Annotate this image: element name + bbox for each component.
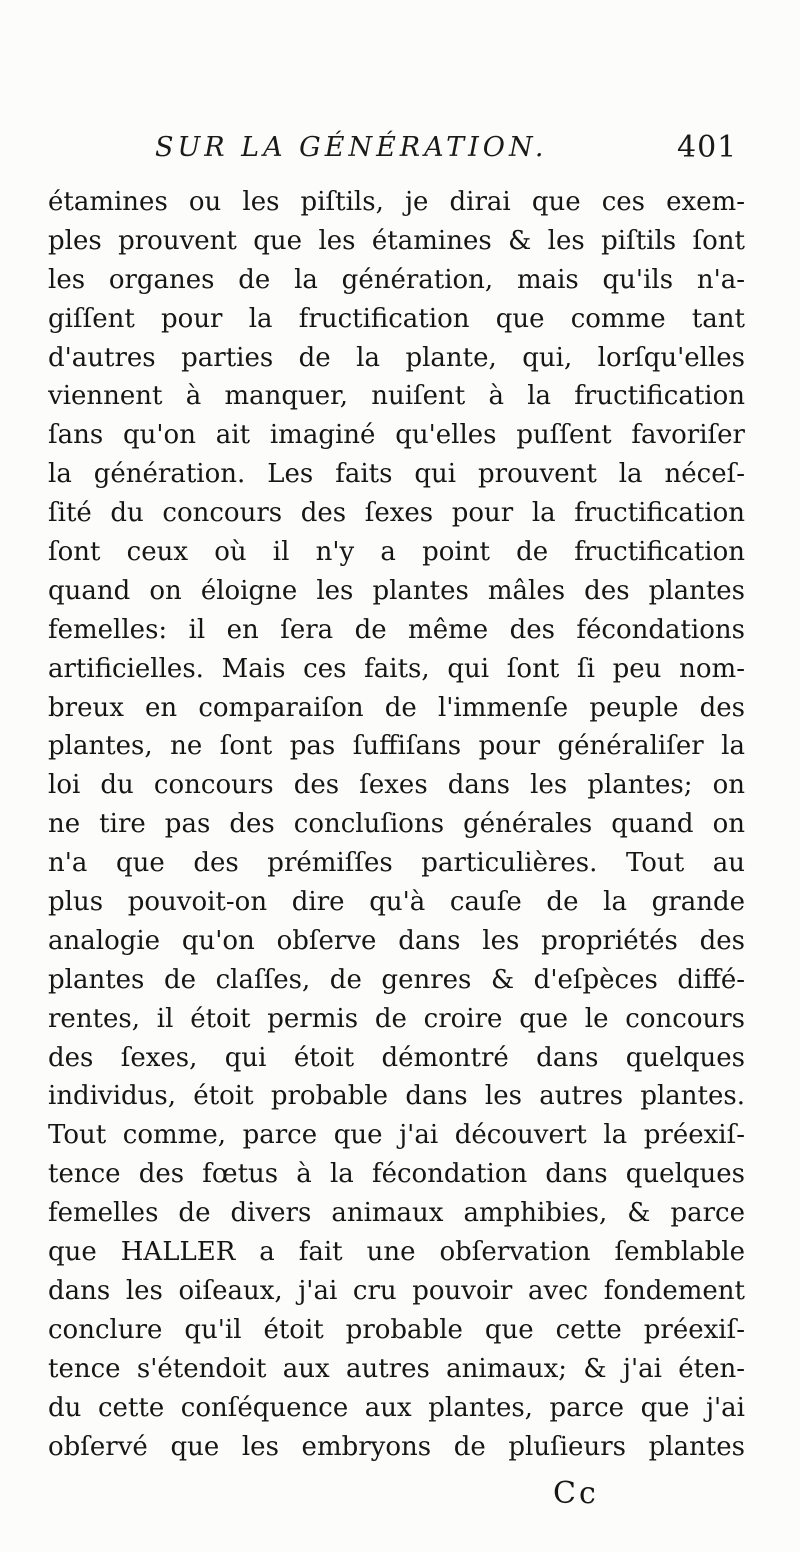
text-line: tence s'étendoit aux autres animaux; & j'ai éten- xyxy=(48,1353,745,1384)
text-line: Tout comme, parce que j'ai découvert la préexiſ- xyxy=(48,1120,745,1151)
text-line: que HALLER a fait une obſervation ſemblable xyxy=(48,1237,745,1268)
text-line: dans les oiſeaux, j'ai cru pouvoir avec fondement xyxy=(48,1275,745,1306)
text-line: n'a que des prémiſſes particulières. Tout au xyxy=(48,848,745,879)
signature-mark: Cc xyxy=(553,1476,599,1511)
text-line: des ſexes, qui étoit démontré dans quelques xyxy=(48,1042,745,1073)
running-title: SUR LA GÉNÉRATION. xyxy=(155,132,548,163)
text-line: giſſent pour la fructification que comme tant xyxy=(48,303,745,334)
text-line: les organes de la génération, mais qu'ils n'a- xyxy=(48,264,745,295)
text-line: ples prouvent que les étamines & les piſtils ſont xyxy=(48,225,745,256)
text-line: conclure qu'il étoit probable que cette préexiſ- xyxy=(48,1314,745,1345)
text-line: d'autres parties de la plante, qui, lorſqu'elles xyxy=(48,342,745,373)
text-line: rentes, il étoit permis de croire que le concours xyxy=(48,1003,745,1034)
page-number: 401 xyxy=(677,130,738,165)
text-line: étamines ou les piſtils, je dirai que ces exem- xyxy=(48,187,745,217)
text-line: femelles: il en ſera de même des fécondations xyxy=(48,614,745,645)
text-line: ſité du concours des ſexes pour la fructification xyxy=(48,498,745,529)
text-line: ne tire pas des concluſions générales quand on xyxy=(48,809,745,840)
text-line: plus pouvoit-on dire qu'à cauſe de la grande xyxy=(48,887,745,918)
text-line: quand on éloigne les plantes mâles des plantes xyxy=(48,575,745,606)
text-line: individus, étoit probable dans les autres plantes. xyxy=(48,1081,745,1112)
text-line: artificielles. Mais ces faits, qui ſont ſi peu nom- xyxy=(48,653,745,684)
text-line: viennent à manquer, nuiſent à la fructification xyxy=(48,381,745,412)
text-line: loi du concours des ſexes dans les plantes; on xyxy=(48,770,745,801)
text-line: obſervé que les embryons de pluſieurs plantes xyxy=(48,1431,745,1462)
text-line: breux en comparaiſon de l'immenſe peuple des xyxy=(48,692,745,723)
text-line: plantes de claſſes, de genres & d'eſpèces diffé- xyxy=(48,964,745,995)
text-line: tence des fœtus à la fécondation dans quelques xyxy=(48,1159,745,1190)
text-line: plantes, ne ſont pas ſuffiſans pour généraliſer la xyxy=(48,731,745,762)
text-line: du cette conſéquence aux plantes, parce que j'ai xyxy=(48,1392,745,1423)
text-line: la génération. Les faits qui prouvent la néceſ- xyxy=(48,459,745,490)
body-text xyxy=(48,183,745,1466)
text-line: femelles de divers animaux amphibies, & parce xyxy=(48,1198,745,1229)
text-line: ſont ceux où il n'y a point de fructification xyxy=(48,537,745,568)
text-line: ſans qu'on ait imaginé qu'elles puſſent favoriſer xyxy=(48,420,745,451)
text-line: analogie qu'on obſerve dans les propriétés des xyxy=(48,925,745,956)
